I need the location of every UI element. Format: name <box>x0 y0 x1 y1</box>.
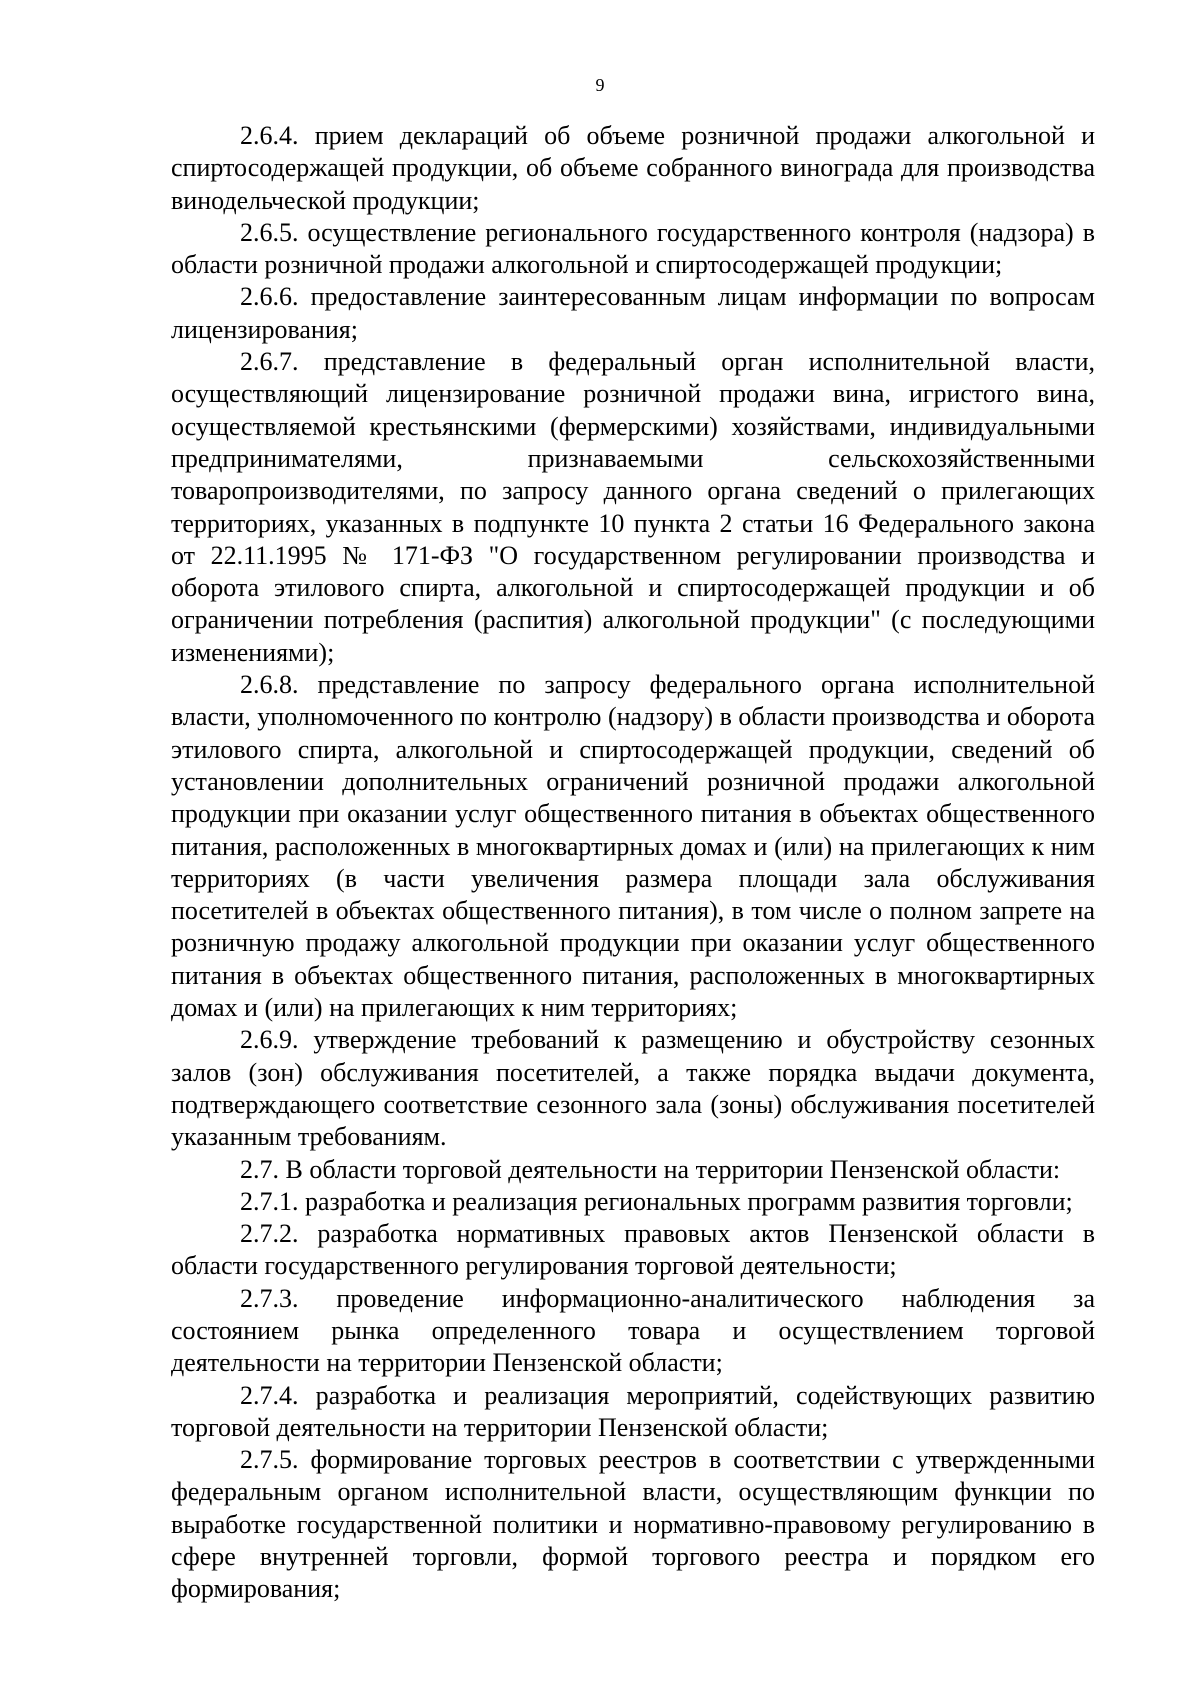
paragraph-2-7-4: 2.7.4. разработка и реализация мероприятий, содействующих развитию торговой деятельности на территории Пензенской области; <box>171 1380 1095 1442</box>
paragraph-2-6-5: 2.6.5. осуществление регионального государственного контроля (надзора) в области розничной продажи алкогольной и спиртосодержащей продукции; <box>171 217 1095 280</box>
paragraph-2-7-5: 2.7.5. формирование торговых реестров в соответствии с утвержденными федеральным органом исполнительной власти, осуществляющим функции по выработке государственной политики и нормативно-правовому регулированию в сфере внутренней торговли, формой торгового реестра и порядком его формирования; <box>171 1445 1095 1604</box>
document-body <box>171 120 1095 1606</box>
page-number: 9 <box>595 75 605 95</box>
paragraph-2-7-1: 2.7.1. разработка и реализация региональных программ развития торговли; <box>240 1186 1073 1216</box>
paragraph-2-6-4: 2.6.4. прием деклараций об объеме розничной продажи алкогольной и спиртосодержащей продукции, об объеме собранного винограда для производства винодельческой продукции; <box>171 121 1095 215</box>
paragraph-2-6-7: 2.6.7. представление в федеральный орган исполнительной власти, осуществляющий лицензирование розничной продажи вина, игристого вина, осуществляемой крестьянскими (фермерскими) хозяйствами, индивидуальными предпринимателями, признаваемыми сельскохозяйственными товаропроизводителями, по запросу данного органа сведений о прилегающих территориях, указанных в подпункте 10 пункта 2 статьи 16 Федерального закона от 22.11.1995 № 171-ФЗ "О государственном регулировании производства и оборота этилового спирта, алкогольной и спиртосодержащей продукции и об ограничении потребления (распития) алкогольной продукции" (с последующими изменениями); <box>171 347 1095 667</box>
paragraph-2-6-9: 2.6.9. утверждение требований к размещению и обустройству сезонных залов (зон) обслуживания посетителей, а также порядка выдачи документа, подтверждающего соответствие сезонного зала (зоны) обслуживания посетителей указанным требованиям. <box>171 1025 1095 1152</box>
paragraph-2-7-2: 2.7.2. разработка нормативных правовых актов Пензенской области в области государственного регулирования торговой деятельности; <box>171 1219 1095 1281</box>
paragraph-2-7-3: 2.7.3. проведение информационно-аналитического наблюдения за состоянием рынка определенного товара и осуществлением торговой деятельности на территории Пензенской области; <box>171 1283 1095 1378</box>
paragraph-2-6-8: 2.6.8. представление по запросу федерального органа исполнительной власти, уполномоченного по контролю (надзору) в области производства и оборота этилового спирта, алкогольной и спиртосодержащей продукции, сведений об установлении дополнительных ограничений розничной продажи алкогольной продукции при оказании услуг общественного питания в объектах общественного питания, расположенных в многоквартирных домах и (или) на прилегающих к ним территориях (в части увеличения размера площади зала обслуживания посетителей в объектах общественного питания), в том числе о полном запрете на розничную продажу алкогольной продукции при оказании услуг общественного питания в объектах общественного питания, расположенных в многоквартирных домах и (или) на прилегающих к ним территориях; <box>171 670 1095 1023</box>
paragraph-2-6-6: 2.6.6. предоставление заинтересованным лицам информации по вопросам лицензирования; <box>171 282 1095 344</box>
paragraph-2-7: 2.7. В области торговой деятельности на территории Пензенской области: <box>240 1154 1061 1184</box>
